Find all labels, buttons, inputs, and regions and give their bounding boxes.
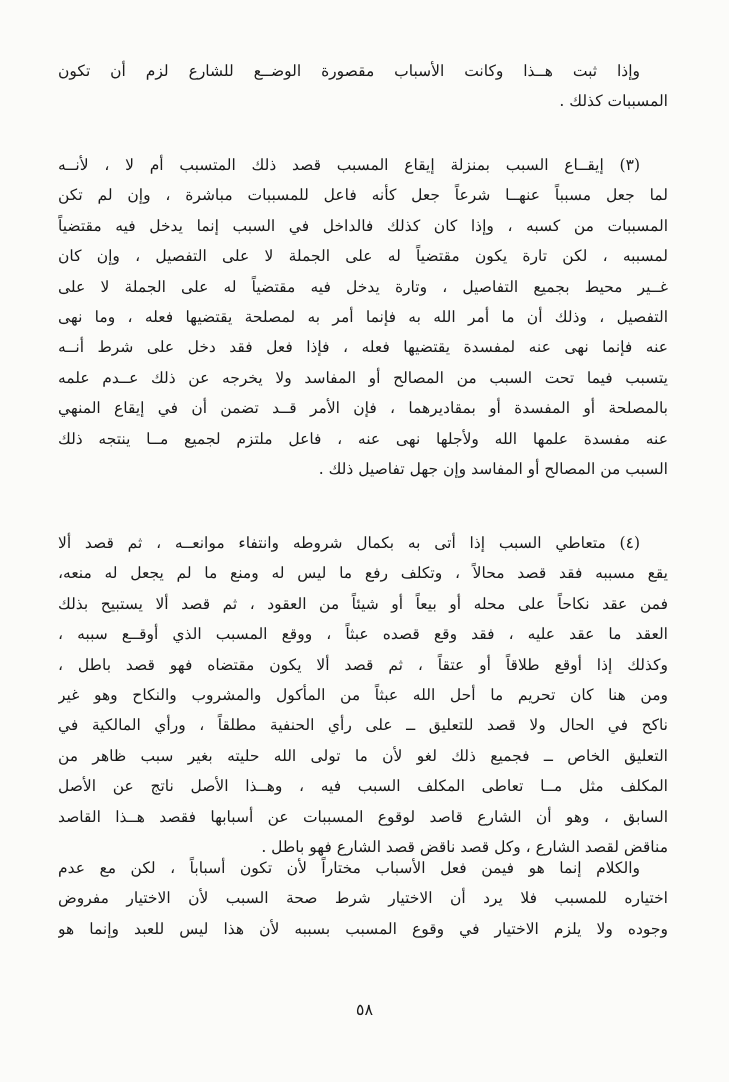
text-line: وكذلك إذا أوقع طلاقاً أو عتقاً ، ثم قصد ألا يكون مقتضاه فهو قصد باطل ، [58,655,668,674]
page-number: ٥٨ [355,1000,374,1019]
text-line: (٣) إيقــاع السبب بمنزلة إيقاع المسبب قصد ذلك المتسبب أم لا ، لأنــه [58,156,640,174]
text-line: التفصيل ، وذلك أن ما أمر الله به فإنما أمر به لمصلحة يقتضيها فعله ، وما نهى [58,307,668,326]
paragraph-2 [58,150,668,484]
text-line: لمسببه ، لكن تارة يكون مقتضياً له على الجملة لا على التفصيل ، وإن كان [58,247,668,266]
text-line: والكلام إنما هو فيمن فعل الأسباب مختاراً لأن تكون أسباباً ، لكن مع عدم [58,859,640,877]
text-line: ناكح في الحال ولا قصد للتعليق ــ على رأي الحنفية مطلقاً ، ورأي المالكية في [58,716,668,735]
text-line: مناقض لقصد الشارع ، وكل قصد ناقض قصد الشارع فهو باطل . [261,837,668,856]
text-line: وجوده ولا يلزم الاختيار في وقوع المسبب بسببه لأن هذا ليس للعبد وإنما هو [58,919,668,938]
text-line: السبب من المصالح أو المفاسد وإن جهل تفاصيل ذلك . [318,459,668,478]
text-line: المكلف مثل مــا تعاطى المكلف السبب فيه ، وهــذا الأصل ناتج عن الأصل [58,777,668,796]
text-line: عنه مفسدة علمها الله ولأجلها نهى عنه ، فاعل ملتزم لجميع مــا ينتجه ذلك [58,429,668,448]
paragraph-4 [58,853,668,944]
text-line: المسببات من كسبه ، وإذا كان كذلك فالداخل في السبب إنما يدخل فيه مقتضياً [58,216,668,235]
text-line: فمن عقد نكاحاً على محله أو بيعاً أو شيئاً من العقود ، ثم قصد ألا يستبيح بذلك [58,594,668,613]
text-line: ومن هنا كان تحريم ما أحل الله عبثاً من المأكول والمشروب والنكاح وهو غير [58,685,668,704]
text-line: يقع مسببه فقد قصد محالاً ، وتكلف رفع ما ليس له ومنع ما لم يجعل له منعه، [58,564,668,583]
paragraph-1 [58,56,668,117]
text-line: التعليق الخاص ــ فجميع ذلك لغو لأن ما تولى الله حليته بغير سبب ظاهر من [58,746,668,765]
text-line: (٤) متعاطي السبب إذا أتى به بكمال شروطه وانتفاء موانعــه ، ثم قصد ألا [58,534,640,552]
text-line: عنه فإنما نهى عنه لمفسدة يقتضيها فعله ، فإذا فعل فقد دخل على شرط أنــه [58,338,668,357]
text-line: السابق ، وهو أن الشارع قاصد لوقوع المسببات عن أسبابها فقصد هــذا القاصد [58,807,668,826]
text-line: غــير محيط بجميع التفاصيل ، وتارة يدخل فيه مقتضياً له على الجملة لا على [58,277,668,296]
text-line: لما جعل مسبباً عنهــا شرعاً جعل كأنه فاعل للمسببات مباشرة ، وإن لم تكن [58,186,668,205]
text-line: بالمصلحة أو المفسدة أو بمقاديرهما ، فإن الأمر قــد تضمن أن في إيقاع المنهي [58,399,668,418]
text-line: المسببات كذلك . [559,92,668,111]
text-line: يتسبب فيما تحت السبب من المصالح أو المفاسد ولا يخرجه عن ذلك عــدم علمه [58,368,668,387]
paragraph-3 [58,528,668,862]
text-line: وإذا ثبت هــذا وكانت الأسباب مقصورة الوضــع للشارع لزم أن تكون [58,62,640,80]
text-line: العقد ما عقد عليه ، فقد وقع قصده عبثاً ، ووقع المسبب الذي أوقــع سببه ، [58,625,668,644]
text-line: اختياره للمسبب فلا يرد أن الاختيار شرط صحة السبب لأن الاختيار مفروض [58,889,668,908]
